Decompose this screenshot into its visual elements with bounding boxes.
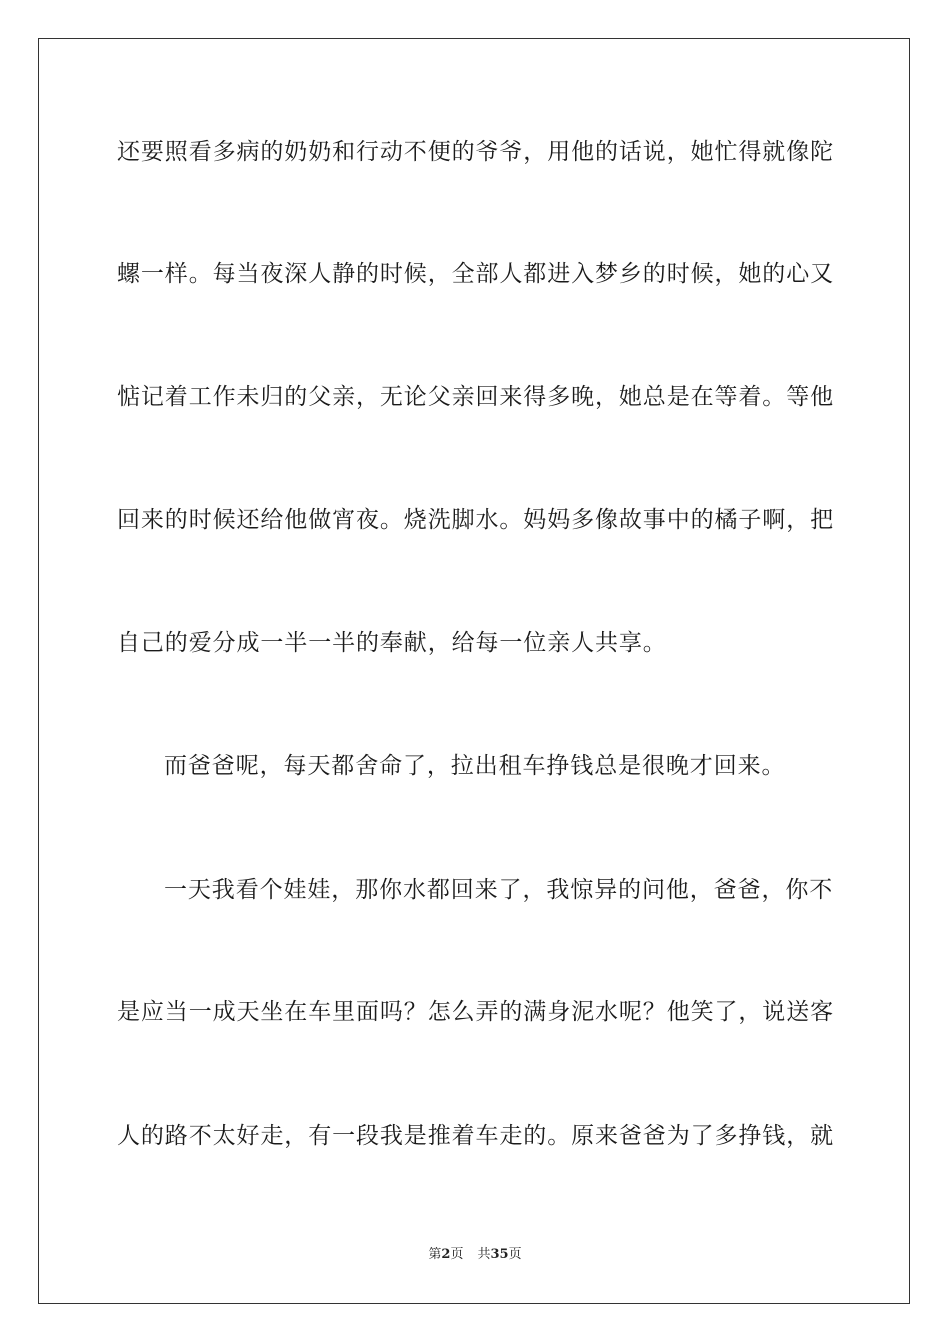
page-frame	[38, 38, 910, 1304]
text-line: 一天我看个娃娃，那你水都回来了，我惊异的问他，爸爸，你不	[164, 877, 834, 903]
text-line: 而爸爸呢，每天都舍命了，拉出租车挣钱总是很晚才回来。	[164, 753, 786, 779]
text-line: 是应当一成天坐在车里面吗？怎么弄的满身泥水呢？他笑了，说送客	[117, 999, 834, 1025]
text-line: 还要照看多病的奶奶和行动不便的爷爷，用他的话说，她忙得就像陀	[117, 139, 834, 165]
text-line: 回来的时候还给他做宵夜。烧洗脚水。妈妈多像故事中的橘子啊，把	[117, 507, 834, 533]
page-number-label: 第2页	[428, 1247, 464, 1262]
text-line: 人的路不太好走，有一段我是推着车走的。原来爸爸为了多挣钱，就	[117, 1123, 834, 1149]
text-line: 惦记着工作未归的父亲，无论父亲回来得多晚，她总是在等着。等他	[117, 384, 834, 410]
text-line: 自己的爱分成一半一半的奉献，给每一位亲人共享。	[117, 630, 667, 656]
page-total-label: 共35页	[477, 1247, 522, 1262]
text-line: 螺一样。每当夜深人静的时候，全部人都进入梦乡的时候，她的心又	[117, 261, 834, 287]
page-footer	[0, 1247, 950, 1263]
